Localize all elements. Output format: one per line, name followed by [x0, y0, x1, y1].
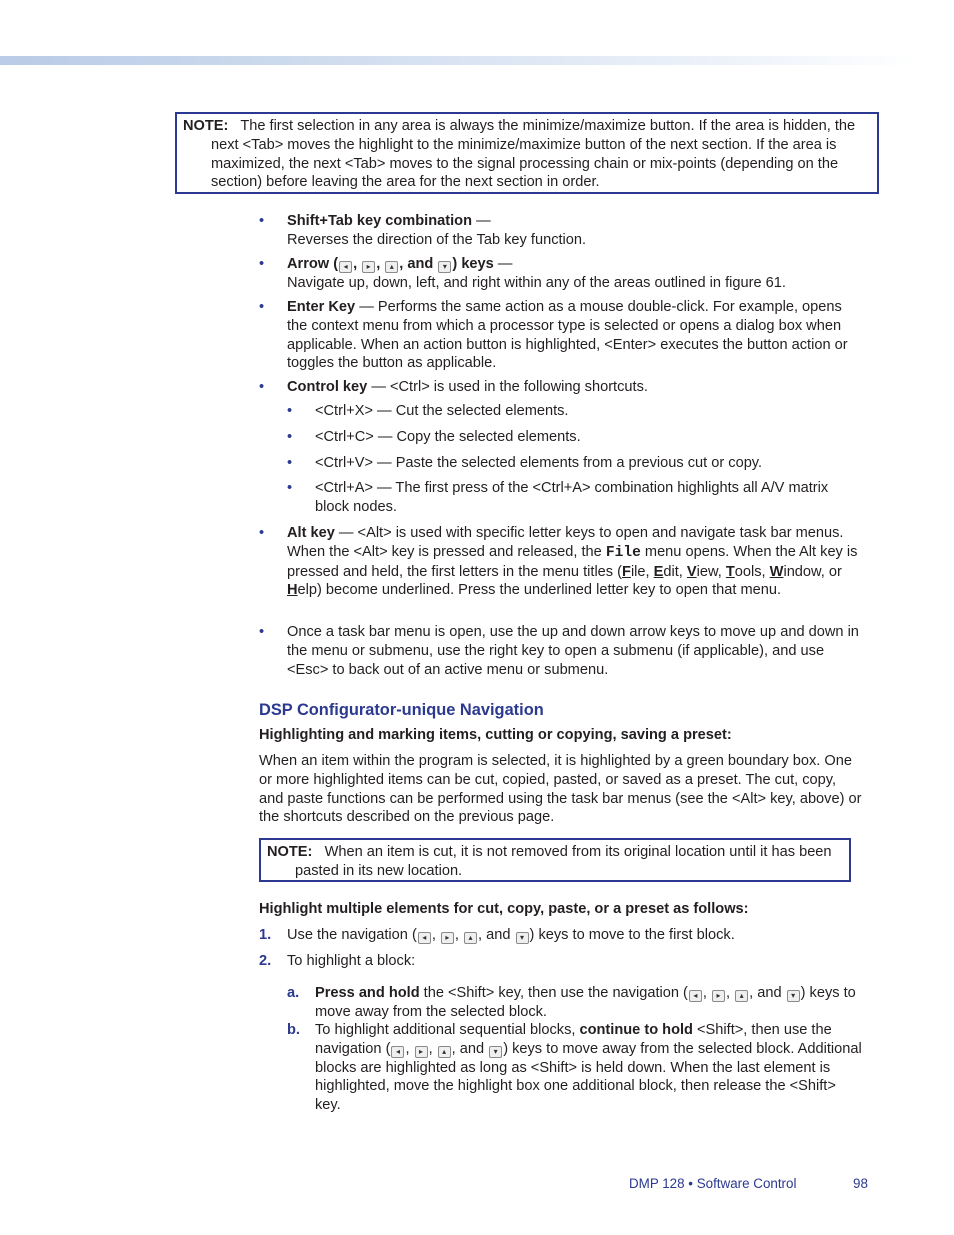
- list-item-taskbar-menu: Once a task bar menu is open, use the up and down arrow keys to move up and down in the menu or submenu, use the right key to open a submenu (if applicable), and use <Esc> to back out of an active menu or submenu.: [287, 624, 859, 678]
- left-arrow-key-icon: ◂: [339, 261, 352, 273]
- item-text: — Performs the same action as a mouse double-click. For example, opens the context menu from which a processor type is selected or opens a dialog box when applicable. When an action button is highlighted, <Enter> executes the button action or toggles the button as applicable.: [287, 299, 848, 372]
- note-text: [183, 117, 871, 192]
- substep-label: a.: [287, 985, 300, 1001]
- right-arrow-key-icon: ▸: [362, 261, 375, 273]
- item-text: Reverses the direction of the Tab key function.: [287, 231, 587, 248]
- item-title: Control key: [287, 379, 368, 395]
- separator-and: , and: [399, 256, 438, 272]
- down-arrow-key-icon: ▾: [489, 1046, 502, 1058]
- subheading-highlighting: Highlighting and marking items, cutting or copying, saving a preset:: [259, 727, 732, 743]
- bullet: •: [259, 624, 265, 640]
- step-text: Use the navigation (: [287, 927, 417, 943]
- note-body: When an item is cut, it is not removed from its original location until it has been pasted in its new location.: [295, 844, 832, 879]
- list-item-shift-tab: [287, 212, 867, 250]
- note-label: NOTE:: [183, 118, 229, 134]
- item-text: — <Alt> is used with specific letter keys to open and navigate task bar menus. When the <Alt> key is pressed and released, the: [287, 525, 844, 560]
- right-arrow-key-icon: ▸: [712, 990, 725, 1002]
- substep-text: ) keys to move away from the selected block.: [315, 985, 856, 1020]
- ctrl-v-item: <Ctrl+V> — Paste the selected elements from a previous cut or copy.: [315, 455, 763, 471]
- down-arrow-key-icon: ▾: [516, 932, 529, 944]
- underlined-letter: H: [287, 582, 298, 599]
- list-item-enter-key: [287, 298, 865, 373]
- up-arrow-key-icon: ▴: [735, 990, 748, 1002]
- item-text: — <Ctrl> is used in the following shortcuts.: [367, 379, 648, 395]
- separator-and: , and: [478, 927, 515, 943]
- separator: ,: [431, 927, 440, 943]
- step-2: To highlight a block:: [287, 953, 416, 969]
- paragraph-highlighting: When an item within the program is selected, it is highlighted by a green boundary box. One or more highlighted items can be cut, copied, pasted, or saved as a preset. The cut, copy, and paste functions can be performed using the task bar menus (see the <Alt> key, above) or the shortcuts described on the previous page.: [259, 753, 862, 826]
- separator-and: , and: [749, 985, 786, 1001]
- substep-text: the <Shift> key, then use the navigation (: [419, 985, 688, 1001]
- ctrl-a-item: <Ctrl+A> — The first press of the <Ctrl+A> combination highlights all A/V matrix block nodes.: [315, 480, 829, 515]
- substep-label: b.: [287, 1022, 300, 1038]
- item-title-b: ) keys: [452, 256, 494, 272]
- substep-text: <Shift>, then use the navigation (: [315, 1022, 832, 1057]
- underlined-letter: T: [725, 563, 735, 580]
- bullet: •: [259, 299, 265, 315]
- ctrl-x-item: <Ctrl+X> — Cut the selected elements.: [315, 403, 569, 419]
- substep-bold: Press and hold: [315, 985, 420, 1001]
- sub-bullet: •: [287, 455, 293, 471]
- sub-bullet: •: [287, 403, 293, 419]
- footer-product: DMP 128 • Software Control: [629, 1176, 797, 1191]
- right-arrow-key-icon: ▸: [441, 932, 454, 944]
- separator: ,: [405, 1040, 414, 1057]
- down-arrow-key-icon: ▾: [787, 990, 800, 1002]
- item-title: Shift+Tab key combination: [287, 213, 473, 229]
- step-number: 1.: [259, 927, 272, 943]
- list-item-control-key: [287, 378, 865, 397]
- substep-text: To highlight additional sequential blocks,: [315, 1022, 580, 1038]
- substep-bold: continue to hold: [579, 1022, 693, 1038]
- item-text: iew,: [696, 563, 726, 580]
- underlined-letter: E: [653, 563, 664, 580]
- file-menu-word: File: [605, 544, 641, 561]
- header-gradient-bar: [0, 56, 920, 65]
- right-arrow-key-icon: ▸: [415, 1046, 428, 1058]
- separator: ,: [454, 927, 464, 943]
- left-arrow-key-icon: ◂: [391, 1046, 404, 1058]
- up-arrow-key-icon: ▴: [464, 932, 477, 944]
- bullet: •: [259, 256, 265, 272]
- subheading-multiple-elements: Highlight multiple elements for cut, copy, paste, or a preset as follows:: [259, 901, 749, 917]
- left-arrow-key-icon: ◂: [418, 932, 431, 944]
- bullet: •: [259, 213, 265, 229]
- page-number: 98: [853, 1176, 868, 1191]
- up-arrow-key-icon: ▴: [438, 1046, 451, 1058]
- bullet: •: [259, 379, 265, 395]
- bullet: •: [259, 525, 265, 541]
- up-arrow-key-icon: ▴: [385, 261, 398, 273]
- section-heading: DSP Configurator-unique Navigation: [259, 701, 544, 719]
- substep-text: ) keys to move away from the selected block. Additional blocks are highlighted as long as <Shift> is held down. When the last element is highlighted, move the highlight box one additional block, then release the <Shift> key.: [315, 1040, 862, 1114]
- item-text: elp) become underlined. Press the underlined letter key to open that menu.: [297, 582, 782, 599]
- list-item-alt-key: [287, 524, 867, 600]
- underlined-letter: F: [622, 563, 631, 580]
- note-label: NOTE:: [267, 844, 313, 860]
- note-body: The first selection in any area is always the minimize/maximize button. If the area is hidden, the next <Tab> moves the highlight to the minimize/maximize button of the next section. If the area is maximized, the next <Tab> moves to the signal processing chain or mix-points (depending on the section) before leaving the area for the next section in order.: [211, 118, 856, 191]
- note-box-tab-selection: [175, 112, 879, 194]
- item-dash: —: [493, 256, 513, 272]
- item-text: indow, or: [783, 563, 842, 580]
- separator: ,: [702, 985, 712, 1001]
- step-number: 2.: [259, 953, 272, 969]
- item-text: Navigate up, down, left, and right within any of the areas outlined in figure 61.: [287, 274, 786, 291]
- item-text: ools,: [734, 563, 770, 580]
- separator: ,: [353, 256, 362, 272]
- item-title: Alt key: [287, 525, 335, 541]
- substep-a: [315, 984, 865, 1022]
- separator: ,: [726, 985, 735, 1001]
- down-arrow-key-icon: ▾: [438, 261, 451, 273]
- separator-and: , and: [451, 1040, 489, 1057]
- item-text: ile,: [630, 563, 654, 580]
- item-title: Enter Key: [287, 299, 356, 315]
- separator: ,: [428, 1040, 437, 1057]
- left-arrow-key-icon: ◂: [689, 990, 702, 1002]
- substep-b: [315, 1021, 863, 1115]
- sub-bullet: •: [287, 429, 293, 445]
- underlined-letter: W: [769, 563, 784, 580]
- sub-bullet: •: [287, 480, 293, 496]
- note-box-cut: [259, 838, 851, 882]
- separator: ,: [376, 256, 385, 272]
- ctrl-c-item: <Ctrl+C> — Copy the selected elements.: [315, 429, 581, 445]
- item-dash: —: [472, 213, 491, 229]
- step-text: ) keys to move to the first block.: [529, 927, 735, 943]
- list-item-arrow-keys: [287, 255, 867, 293]
- note-text: [267, 843, 843, 881]
- step-1: [287, 926, 865, 945]
- item-text: dit,: [663, 563, 687, 580]
- item-text: menu opens. When the Alt key is pressed and held, the first letters in the menu titles (: [287, 543, 858, 580]
- item-title-a: Arrow (: [287, 256, 339, 272]
- underlined-letter: V: [686, 563, 697, 580]
